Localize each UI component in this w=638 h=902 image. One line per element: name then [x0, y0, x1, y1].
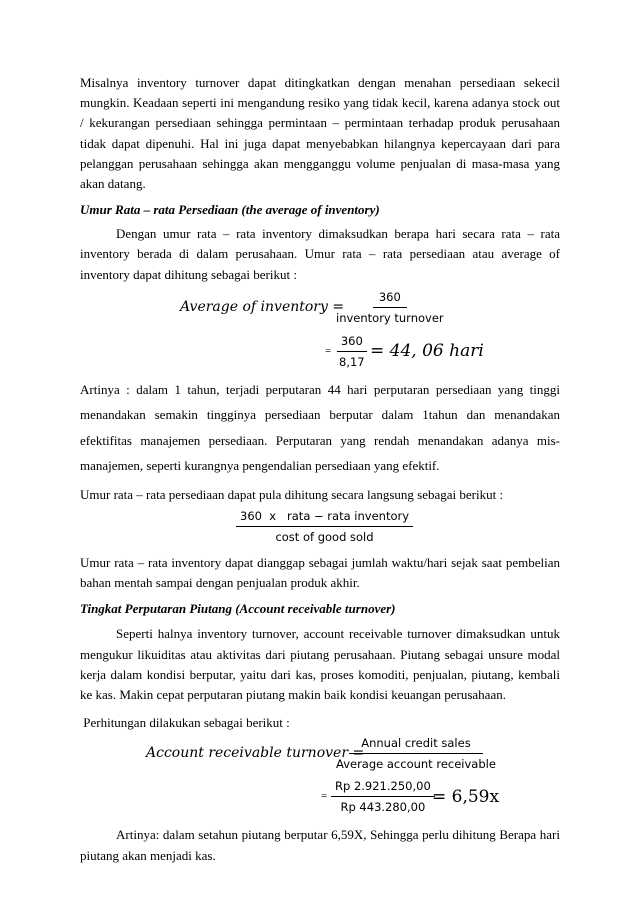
equation-lhs: Average of inventory =: [180, 298, 345, 315]
equation-direct-average: [80, 505, 560, 549]
result-numerator: 360: [337, 333, 367, 352]
document-page: [80, 73, 560, 866]
equation-average-inventory: [80, 285, 560, 331]
paragraph-time-period: Umur rata – rata inventory dapat dianggap sebagai jumlah waktu/hari sejak saat pembelian bahan mentah sampai dengan penjualan produk akhir.: [80, 555, 560, 591]
receivable-result-denominator: Rp 443.280,00: [340, 800, 426, 815]
paragraph-receivable-intro: Seperti halnya inventory turnover, account receivable turnover dimaksudkan untuk mengukur likuiditas atau aktivitas dari piutang perusahaan. Piutang sebagai unsure modal kerja dalam kondisi berputar, yaitu dari kas, proses komoditi, penjualan, piutang, kembali ke kas. Makin cepat perputaran piutang makin baik kondisi keuangan perusahaan.: [80, 626, 560, 703]
receivable-numerator: Annual credit sales: [349, 735, 482, 754]
paragraph-artinya-receivable: Artinya: dalam setahun piutang berputar 6,59X, Sehingga perlu dihitung Berapa hari piutang akan menjadi kas.: [80, 827, 560, 863]
equals-sign: =: [325, 344, 332, 357]
result-fraction: [335, 333, 369, 370]
receivable-equals-sign: =: [321, 790, 328, 803]
equation-average-inventory-result: [80, 331, 560, 373]
result-denominator: 8,17: [339, 354, 365, 369]
equation-receivable-turnover: [80, 733, 560, 775]
receivable-fraction: [332, 735, 500, 772]
receivable-result-numerator: Rp 2.921.250,00: [331, 778, 435, 797]
receivable-denominator: Average account receivable: [336, 757, 496, 772]
receivable-result-value: = 6,59x: [432, 787, 500, 808]
receivable-result-fraction: [331, 778, 435, 815]
direct-denominator: cost of good sold: [275, 530, 374, 545]
fraction-denominator: inventory turnover: [336, 310, 444, 325]
paragraph-direct-calculation: Umur rata – rata persediaan dapat pula dihitung secara langsung sebagai berikut :: [80, 486, 504, 502]
paragraph-inventory-turnover: Misalnya inventory turnover dapat ditingkatkan dengan menahan persediaan sekecil mungkin. Keadaan seperti ini mengandung resiko yang tidak kecil, karena adanya stock out / kekurangan persediaan sehingga permintaan – permintaan terhadap produk perusahaan tidak dapat dipenuhi. Hal ini juga dapat menyebabkan hilangnya kepercayaan dari para pelanggan perusahaan sehingga akan mengganggu volume penjualan di masa-masa yang akan datang.: [80, 75, 560, 192]
result-value: = 44, 06 hari: [370, 340, 484, 361]
heading-average-inventory: Umur Rata – rata Persediaan (the average of inventory): [80, 202, 380, 218]
direct-numerator: 360 x rata − rata inventory: [236, 508, 413, 527]
heading-receivable-turnover: Tingkat Perputaran Piutang (Account receivable turnover): [80, 601, 396, 617]
paragraph-calculation-intro: Perhitungan dilakukan sebagai berikut :: [80, 715, 290, 731]
equation-fraction: [332, 289, 448, 326]
direct-fraction: [236, 508, 413, 545]
equation-receivable-result: [80, 775, 560, 819]
paragraph-average-inventory-intro: Dengan umur rata – rata inventory dimaksudkan berapa hari secara rata – rata inventory berada di dalam perusahaan. Umur rata – rata persediaan atau average of inventory dapat dihitung sebagai berikut :: [80, 226, 560, 282]
receivable-equation-lhs: Account receivable turnover =: [146, 745, 365, 762]
paragraph-artinya-inventory: Artinya : dalam 1 tahun, terjadi perputaran 44 hari perputaran persediaan yang tinggi menandakan semakin tingginya persediaan berputar dalam 1tahun dan menandakan efektifitas manajemen persediaan. Perputaran yang rendah menandakan adanya mis-manajemen, seperti kurangnya pengendalian persediaan yang efektif.: [80, 381, 560, 474]
fraction-numerator: 360: [373, 289, 407, 308]
